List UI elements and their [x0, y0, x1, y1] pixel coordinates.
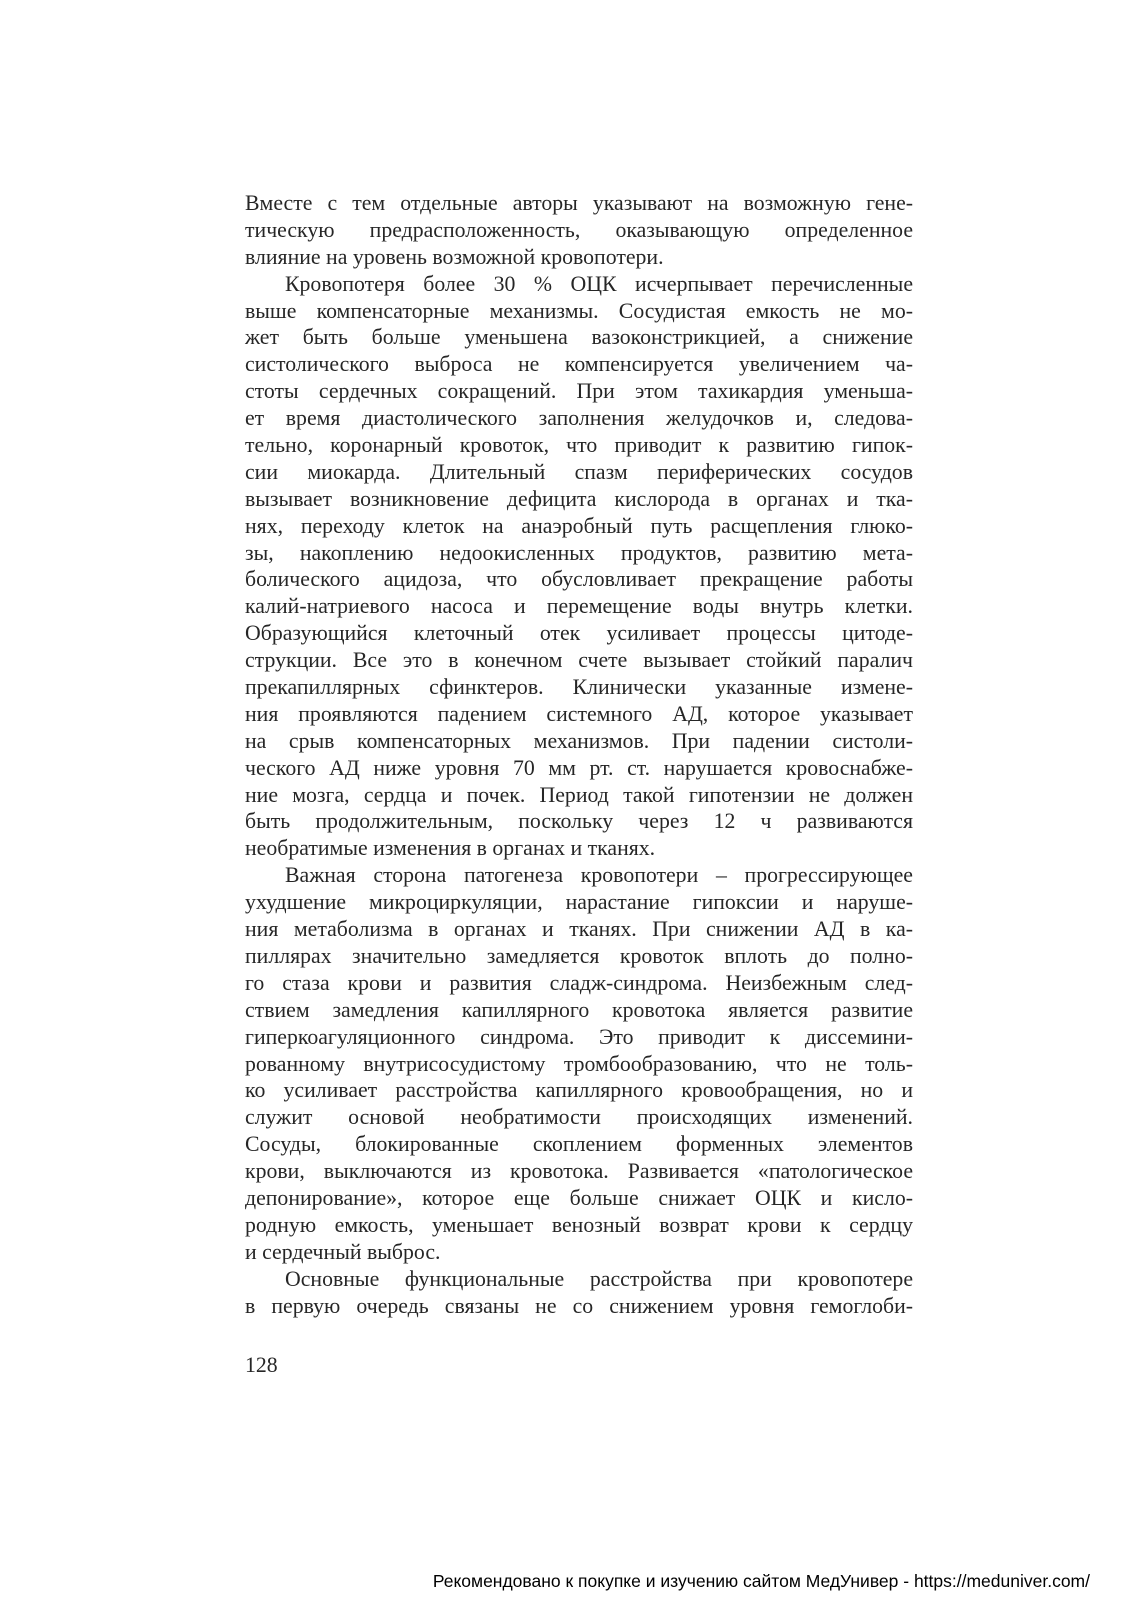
- text-line: ко усиливает расстройства капиллярного кровообращения, но и: [245, 1078, 913, 1103]
- text-line: служит основой необратимости происходящих изменений.: [245, 1105, 913, 1130]
- text-line: прекапиллярных сфинктеров. Клинически указанные измене-: [245, 675, 913, 700]
- text-line: в первую очередь связаны не со снижением уровня гемоглоби-: [245, 1293, 913, 1318]
- page-number: 128: [245, 1353, 278, 1377]
- text-line: гиперкоагуляционного синдрома. Это приводит к диссемини-: [245, 1024, 913, 1049]
- text-line: необратимые изменения в органах и тканях.: [245, 836, 656, 861]
- text-line: Сосуды, блокированные скоплением форменных элементов: [245, 1132, 913, 1157]
- text-line: крови, выключаются из кровотока. Развивается «патологическое: [245, 1159, 913, 1184]
- text-line: зы, накоплению недоокисленных продуктов, развитию мета-: [245, 540, 913, 565]
- text-line: ствием замедления капиллярного кровотока является развитие: [245, 997, 913, 1022]
- paragraph-first-line: Основные функциональные расстройства при кровопотере: [285, 1266, 913, 1291]
- text-line: родную емкость, уменьшает венозный возврат крови к сердцу: [245, 1212, 913, 1237]
- text-line: струкции. Все это в конечном счете вызывает стойкий паралич: [245, 648, 913, 673]
- text-line: жет быть больше уменьшена вазоконстрикцией, а снижение: [245, 325, 913, 350]
- text-line: ния проявляются падением системного АД, которое указывает: [245, 701, 913, 726]
- text-line: ухудшение микроциркуляции, нарастание гипоксии и наруше-: [245, 890, 913, 915]
- text-line: калий-натриевого насоса и перемещение воды внутрь клетки.: [245, 594, 913, 619]
- text-line: быть продолжительным, поскольку через 12 ч развиваются: [245, 809, 913, 834]
- text-line: болического ацидоза, что обусловливает прекращение работы: [245, 567, 913, 592]
- page-body: [245, 190, 913, 1319]
- text-line: го стаза крови и развития сладж-синдрома. Неизбежным след-: [245, 970, 913, 995]
- text-line: тельно, коронарный кровоток, что приводит к развитию гипок-: [245, 433, 913, 458]
- text-line: влияние на уровень возможной кровопотери.: [245, 244, 664, 269]
- text-line: ние мозга, сердца и почек. Период такой гипотензии не должен: [245, 782, 913, 807]
- text-line: вызывает возникновение дефицита кислорода в органах и тка-: [245, 486, 913, 511]
- text-line: на срыв компенсаторных механизмов. При падении систоли-: [245, 728, 913, 753]
- text-line: и сердечный выброс.: [245, 1239, 441, 1264]
- text-line: Образующийся клеточный отек усиливает процессы цитоде-: [245, 621, 913, 646]
- text-line: Вместе с тем отдельные авторы указывают на возможную гене-: [245, 191, 913, 215]
- text-line: стоты сердечных сокращений. При этом тахикардия уменьша-: [245, 379, 913, 404]
- text-line: тическую предрасположенность, оказывающую определенное: [245, 217, 913, 242]
- paragraph-first-line: Важная сторона патогенеза кровопотери – прогрессирующее: [285, 863, 913, 888]
- text-line: выше компенсаторные механизмы. Сосудистая емкость не мо-: [245, 298, 913, 323]
- text-line: ческого АД ниже уровня 70 мм рт. ст. нарушается кровоснабже-: [245, 755, 913, 780]
- footer-note: Рекомендовано к покупке и изучению сайтом МедУнивер - https://meduniver.com/: [432, 1571, 1090, 1591]
- text-line: сии миокарда. Длительный спазм периферических сосудов: [245, 459, 913, 484]
- text-line: нях, переходу клеток на анаэробный путь расщепления глюко-: [245, 513, 913, 538]
- text-line: ния метаболизма в органах и тканях. При снижении АД в ка-: [245, 917, 913, 942]
- paragraph-first-line: Кровопотеря более 30 % ОЦК исчерпывает перечисленные: [285, 271, 913, 296]
- text-line: систолического выброса не компенсируется увеличением ча-: [245, 352, 913, 377]
- text-line: ет время диастолического заполнения желудочков и, следова-: [245, 406, 913, 431]
- text-line: депонирование», которое еще больше снижает ОЦК и кисло-: [245, 1185, 913, 1210]
- text-line: рованному внутрисосудистому тромбообразованию, что не толь-: [245, 1051, 913, 1076]
- text-line: пиллярах значительно замедляется кровоток вплоть до полно-: [245, 943, 913, 968]
